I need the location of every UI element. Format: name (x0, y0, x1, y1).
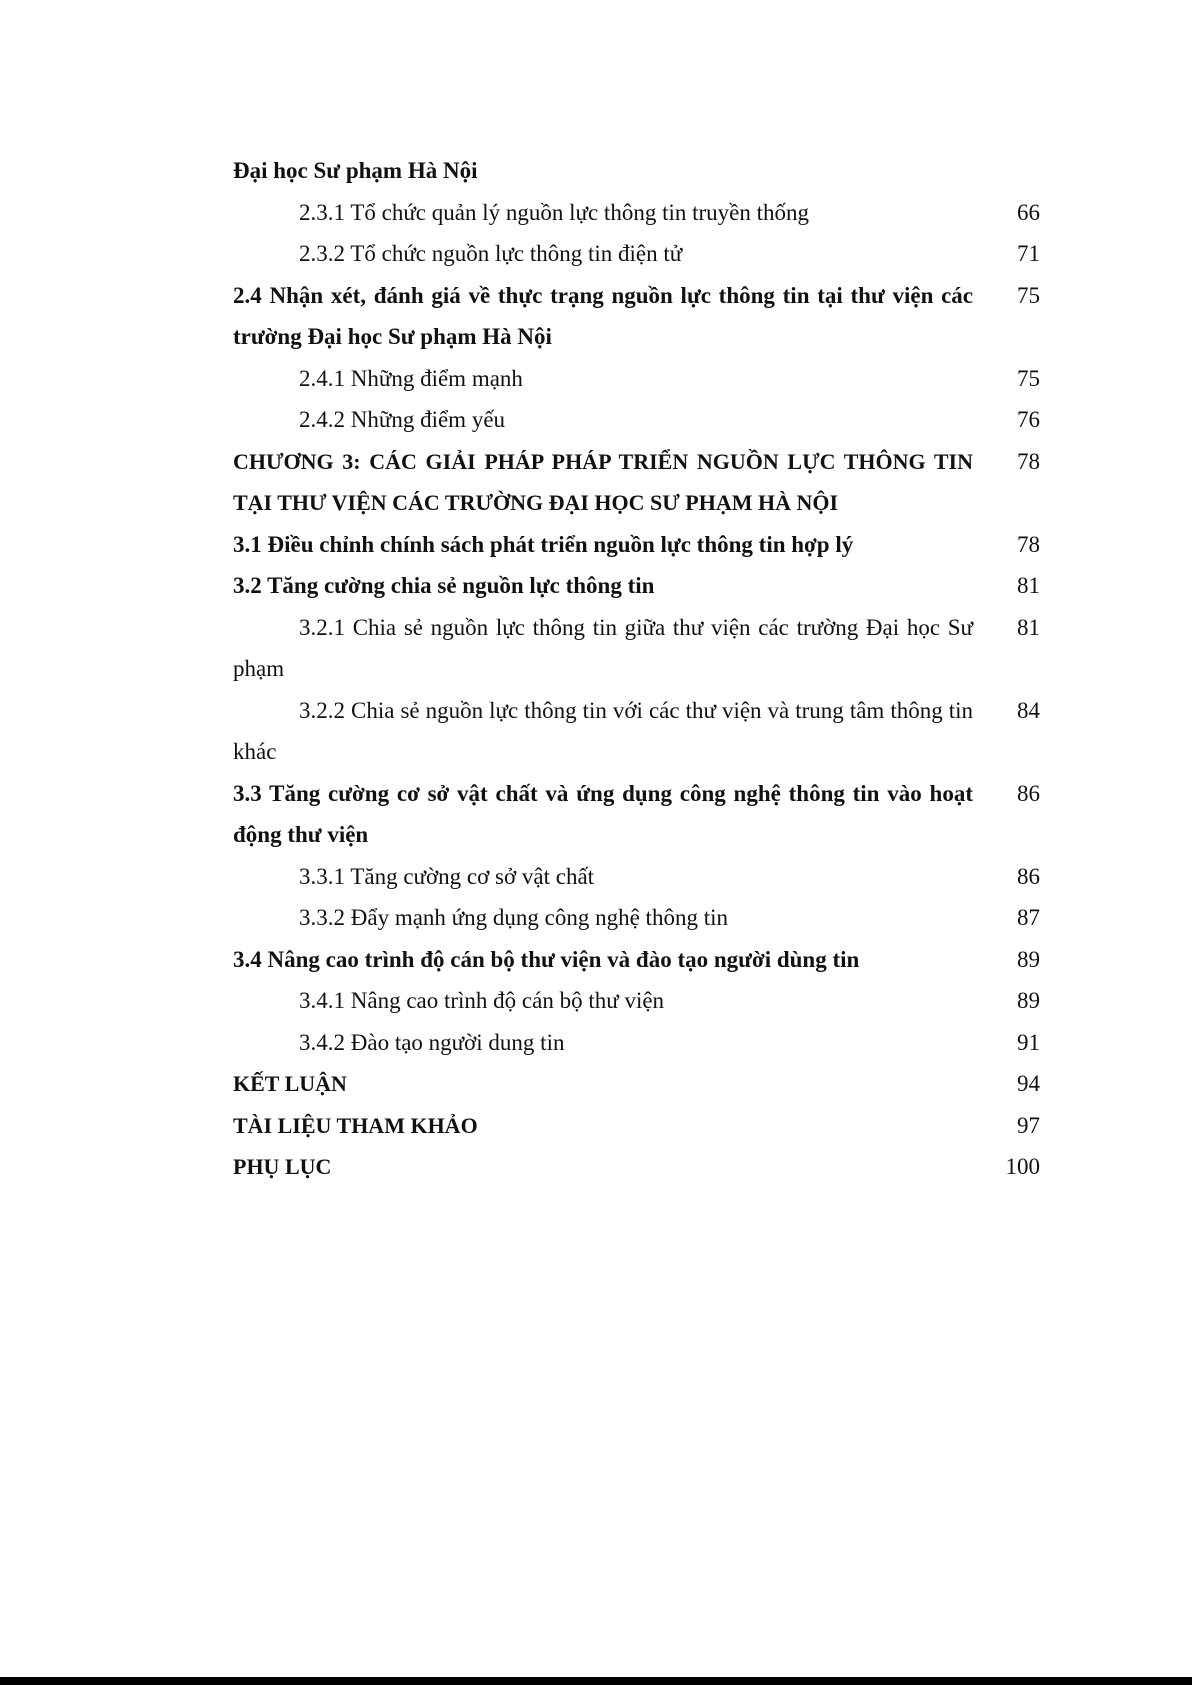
toc-entry (233, 856, 1040, 898)
toc-entry (233, 233, 1040, 275)
toc-entry (233, 399, 1040, 441)
toc-entry-title: 3.3.2 Đẩy mạnh ứng dụng công nghệ thông tin (299, 905, 728, 930)
toc-entry-page: 86 (1017, 780, 1040, 806)
toc-entry-title: TÀI LIỆU THAM KHẢO (233, 1112, 478, 1138)
toc-entry (233, 939, 1040, 981)
toc-entry-page: 66 (1017, 199, 1040, 225)
toc-entry (233, 607, 1040, 690)
toc-entry-page: 100 (1005, 1154, 1040, 1179)
toc-entry-title: 3.2 Tăng cường chia sẻ nguồn lực thông tin (233, 573, 655, 598)
toc-entry (233, 1022, 1040, 1064)
toc-entry (233, 897, 1040, 939)
toc-entry-page: 78 (1017, 448, 1040, 474)
toc-entry-page: 97 (1017, 1112, 1040, 1138)
table-of-contents (233, 150, 1040, 1188)
toc-entry-chapter (233, 441, 1040, 524)
toc-entry (233, 565, 1040, 607)
toc-entry-title: KẾT LUẬN (233, 1071, 347, 1096)
toc-entry-title: 3.2.2 Chia sẻ nguồn lực thông tin với các thư viện và trung tâm thông tin khác (233, 697, 973, 764)
toc-entry-conclusion (233, 1063, 1040, 1105)
toc-entry-title: 3.4.2 Đào tạo người dung tin (299, 1029, 565, 1055)
toc-entry (233, 358, 1040, 400)
toc-entry-title: CHƯƠNG 3: CÁC GIẢI PHÁP PHÁP TRIỂN NGUỒN LỰC THÔNG TIN TẠI THƯ VIỆN CÁC TRƯỜNG ĐẠI HỌC SƯ PHẠM HÀ NỘI (233, 448, 973, 515)
toc-entry (233, 275, 1040, 358)
toc-entry-page: 87 (1017, 905, 1040, 930)
toc-entry-title: 2.4.2 Những điểm yếu (299, 407, 506, 432)
toc-entry (233, 192, 1040, 234)
toc-entry-page: 81 (1017, 573, 1040, 598)
toc-entry-title: 3.1 Điều chỉnh chính sách phát triển nguồn lực thông tin hợp lý (233, 531, 854, 557)
page-bottom-edge (0, 1677, 1192, 1685)
toc-entry-page: 75 (1017, 365, 1040, 391)
toc-entry-title: 2.3.2 Tổ chức nguồn lực thông tin điện tử (299, 241, 683, 266)
toc-entry-page: 89 (1017, 988, 1040, 1013)
toc-entry (233, 773, 1040, 856)
toc-entry-page: 81 (1017, 614, 1040, 640)
toc-entry-page: 84 (1017, 697, 1040, 723)
toc-entry-title: 3.3.1 Tăng cường cơ sở vật chất (299, 863, 595, 889)
toc-entry-page: 75 (1017, 282, 1040, 308)
toc-entry-title: 2.4 Nhận xét, đánh giá về thực trạng nguồn lực thông tin tại thư viện các trường Đại học Sư phạm Hà Nội (233, 282, 973, 349)
toc-entry-page: 86 (1017, 863, 1040, 889)
toc-entry (233, 150, 1040, 192)
toc-entry-page: 89 (1017, 946, 1040, 972)
toc-entry-page: 78 (1017, 531, 1040, 557)
toc-entry (233, 524, 1040, 566)
toc-entry (233, 980, 1040, 1022)
toc-entry (233, 690, 1040, 773)
toc-entry-title: PHỤ LỤC (233, 1154, 332, 1179)
toc-entry-title: 3.4.1 Nâng cao trình độ cán bộ thư viện (299, 988, 665, 1013)
toc-entry-title: 3.3 Tăng cường cơ sở vật chất và ứng dụng công nghệ thông tin vào hoạt động thư viện (233, 780, 973, 847)
toc-entry-references (233, 1105, 1040, 1147)
toc-entry-page: 91 (1017, 1029, 1040, 1055)
toc-entry-title: 2.4.1 Những điểm mạnh (299, 365, 523, 391)
toc-entry-title: 2.3.1 Tổ chức quản lý nguồn lực thông tin truyền thống (299, 199, 809, 225)
toc-entry-appendix (233, 1146, 1040, 1188)
toc-entry-title: 3.4 Nâng cao trình độ cán bộ thư viện và đào tạo người dùng tin (233, 946, 860, 972)
toc-entry-page: 71 (1017, 241, 1040, 266)
toc-entry-page: 94 (1017, 1071, 1040, 1096)
toc-entry-title: 3.2.1 Chia sẻ nguồn lực thông tin giữa thư viện các trường Đại học Sư phạm (233, 614, 973, 681)
toc-entry-page: 76 (1017, 407, 1040, 432)
toc-entry-title: Đại học Sư phạm Hà Nội (233, 158, 478, 183)
